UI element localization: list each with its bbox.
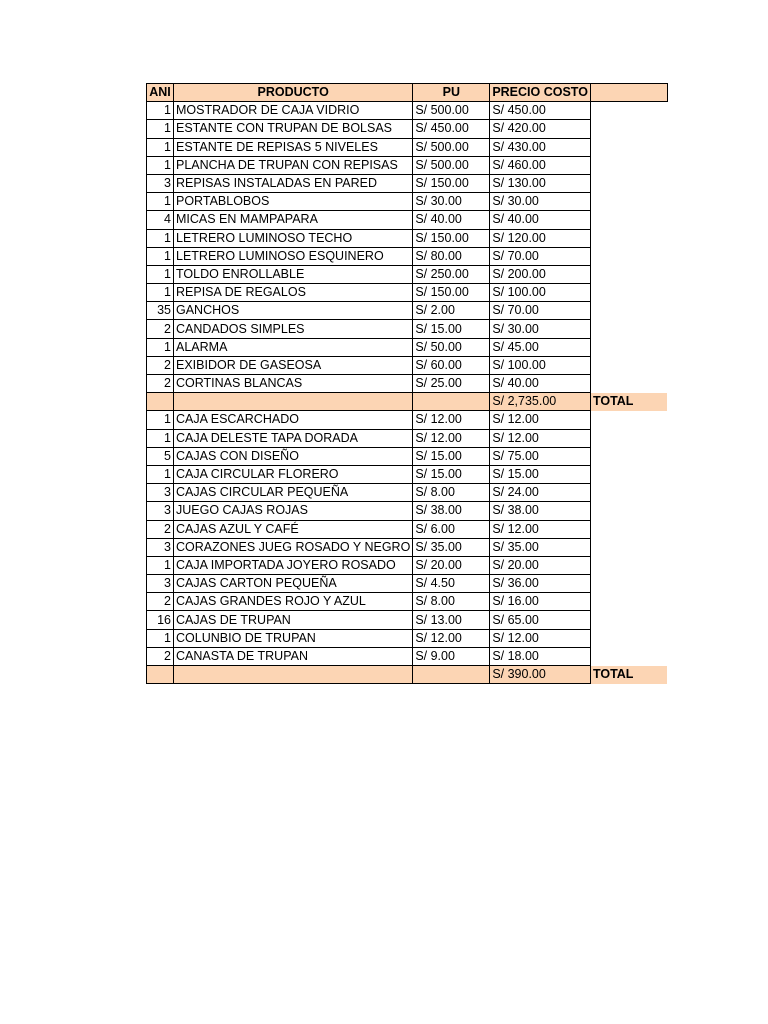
cost-cell: S/ 30.00 [490,320,591,338]
pu-cell: S/ 500.00 [413,102,490,120]
row-spacer [590,247,667,265]
total-empty-cell [174,393,413,411]
qty-cell: 4 [147,211,174,229]
table-row [147,593,668,611]
pu-cell: S/ 15.00 [413,447,490,465]
total-empty-cell [413,666,490,684]
qty-cell: 2 [147,356,174,374]
cost-cell: S/ 120.00 [490,229,591,247]
cost-cell: S/ 40.00 [490,211,591,229]
qty-cell: 2 [147,320,174,338]
row-spacer [590,229,667,247]
inventory-table [146,83,668,684]
header-cost: PRECIO COSTO [490,84,591,102]
qty-cell: 3 [147,174,174,192]
product-cell: GANCHOS [174,302,413,320]
pu-cell: S/ 30.00 [413,193,490,211]
qty-cell: 2 [147,593,174,611]
table-row [147,629,668,647]
product-cell: CANDADOS SIMPLES [174,320,413,338]
product-cell: REPISAS INSTALADAS EN PARED [174,174,413,192]
row-spacer [590,265,667,283]
pu-cell: S/ 500.00 [413,138,490,156]
table-row [147,338,668,356]
table-row [147,265,668,283]
table-row [147,229,668,247]
table-row [147,120,668,138]
cost-cell: S/ 100.00 [490,284,591,302]
product-cell: REPISA DE REGALOS [174,284,413,302]
qty-cell: 1 [147,156,174,174]
cost-cell: S/ 100.00 [490,356,591,374]
pu-cell: S/ 150.00 [413,284,490,302]
total-empty-cell [147,666,174,684]
pu-cell: S/ 8.00 [413,484,490,502]
qty-cell: 1 [147,465,174,483]
product-cell: CAJA ESCARCHADO [174,411,413,429]
row-spacer [590,156,667,174]
product-cell: MICAS EN MAMPAPARA [174,211,413,229]
qty-cell: 2 [147,375,174,393]
product-cell: CAJAS CIRCULAR PEQUEÑA [174,484,413,502]
product-cell: PORTABLOBOS [174,193,413,211]
row-spacer [590,211,667,229]
row-spacer [590,429,667,447]
table-row [147,102,668,120]
qty-cell: 16 [147,611,174,629]
cost-cell: S/ 45.00 [490,338,591,356]
row-spacer [590,102,667,120]
table-body [147,102,668,684]
total-empty-cell [174,666,413,684]
cost-cell: S/ 12.00 [490,411,591,429]
qty-cell: 1 [147,556,174,574]
row-spacer [590,520,667,538]
table-row [147,156,668,174]
product-cell: CAJAS GRANDES ROJO Y AZUL [174,593,413,611]
cost-cell: S/ 36.00 [490,575,591,593]
table-row [147,611,668,629]
product-cell: COLUNBIO DE TRUPAN [174,629,413,647]
product-cell: CAJAS AZUL Y CAFÉ [174,520,413,538]
pu-cell: S/ 15.00 [413,465,490,483]
row-spacer [590,593,667,611]
table-row [147,211,668,229]
row-spacer [590,120,667,138]
pu-cell: S/ 500.00 [413,156,490,174]
total-row [147,666,668,684]
cost-cell: S/ 18.00 [490,647,591,665]
qty-cell: 1 [147,429,174,447]
qty-cell: 2 [147,520,174,538]
product-cell: ESTANTE DE REPISAS 5 NIVELES [174,138,413,156]
row-spacer [590,647,667,665]
header-pu: PU [413,84,490,102]
row-spacer [590,575,667,593]
table-row [147,429,668,447]
cost-cell: S/ 430.00 [490,138,591,156]
qty-cell: 35 [147,302,174,320]
pu-cell: S/ 450.00 [413,120,490,138]
product-cell: CAJA CIRCULAR FLORERO [174,465,413,483]
table-row [147,138,668,156]
qty-cell: 1 [147,102,174,120]
table-row [147,302,668,320]
table-row [147,447,668,465]
cost-cell: S/ 12.00 [490,429,591,447]
total-row [147,393,668,411]
row-spacer [590,538,667,556]
pu-cell: S/ 40.00 [413,211,490,229]
pu-cell: S/ 25.00 [413,375,490,393]
cost-cell: S/ 38.00 [490,502,591,520]
pu-cell: S/ 6.00 [413,520,490,538]
table-row [147,556,668,574]
product-cell: CORTINAS BLANCAS [174,375,413,393]
table-row [147,320,668,338]
qty-cell: 1 [147,411,174,429]
product-cell: CAJA DELESTE TAPA DORADA [174,429,413,447]
pu-cell: S/ 8.00 [413,593,490,611]
table-row [147,647,668,665]
row-spacer [590,447,667,465]
table-row [147,174,668,192]
pu-cell: S/ 60.00 [413,356,490,374]
product-cell: EXIBIDOR DE GASEOSA [174,356,413,374]
product-cell: CORAZONES JUEG ROSADO Y NEGRO [174,538,413,556]
header-row [147,84,668,102]
product-cell: CAJAS CON DISEÑO [174,447,413,465]
row-spacer [590,284,667,302]
pu-cell: S/ 13.00 [413,611,490,629]
row-spacer [590,629,667,647]
row-spacer [590,375,667,393]
cost-cell: S/ 75.00 [490,447,591,465]
cost-cell: S/ 35.00 [490,538,591,556]
qty-cell: 1 [147,265,174,283]
product-cell: PLANCHA DE TRUPAN CON REPISAS [174,156,413,174]
row-spacer [590,356,667,374]
product-cell: ALARMA [174,338,413,356]
qty-cell: 1 [147,247,174,265]
row-spacer [590,502,667,520]
total-cost-cell: S/ 390.00 [490,666,591,684]
qty-cell: 5 [147,447,174,465]
total-empty-cell [413,393,490,411]
product-cell: CANASTA DE TRUPAN [174,647,413,665]
qty-cell: 1 [147,120,174,138]
pu-cell: S/ 20.00 [413,556,490,574]
row-spacer [590,338,667,356]
table-row [147,193,668,211]
qty-cell: 3 [147,575,174,593]
pu-cell: S/ 12.00 [413,429,490,447]
product-cell: JUEGO CAJAS ROJAS [174,502,413,520]
row-spacer [590,320,667,338]
pu-cell: S/ 9.00 [413,647,490,665]
table-row [147,520,668,538]
cost-cell: S/ 16.00 [490,593,591,611]
cost-cell: S/ 30.00 [490,193,591,211]
product-cell: CAJAS DE TRUPAN [174,611,413,629]
cost-cell: S/ 420.00 [490,120,591,138]
table-row [147,465,668,483]
pu-cell: S/ 150.00 [413,174,490,192]
qty-cell: 3 [147,502,174,520]
header-product: PRODUCTO [174,84,413,102]
qty-cell: 1 [147,338,174,356]
total-label: TOTAL [590,393,667,411]
product-cell: MOSTRADOR DE CAJA VIDRIO [174,102,413,120]
qty-cell: 1 [147,193,174,211]
qty-cell: 3 [147,538,174,556]
table-row [147,284,668,302]
qty-cell: 2 [147,647,174,665]
row-spacer [590,138,667,156]
cost-cell: S/ 70.00 [490,302,591,320]
qty-cell: 3 [147,484,174,502]
pu-cell: S/ 150.00 [413,229,490,247]
pu-cell: S/ 250.00 [413,265,490,283]
pu-cell: S/ 4.50 [413,575,490,593]
qty-cell: 1 [147,284,174,302]
cost-cell: S/ 12.00 [490,520,591,538]
qty-cell: 1 [147,629,174,647]
cost-cell: S/ 200.00 [490,265,591,283]
row-spacer [590,302,667,320]
table-row [147,575,668,593]
total-label: TOTAL [590,666,667,684]
pu-cell: S/ 80.00 [413,247,490,265]
cost-cell: S/ 130.00 [490,174,591,192]
product-cell: ESTANTE CON TRUPAN DE BOLSAS [174,120,413,138]
header-spacer [590,84,667,102]
cost-cell: S/ 12.00 [490,629,591,647]
product-cell: TOLDO ENROLLABLE [174,265,413,283]
table-row [147,502,668,520]
cost-cell: S/ 450.00 [490,102,591,120]
pu-cell: S/ 2.00 [413,302,490,320]
table-row [147,411,668,429]
header-qty: ANI [147,84,174,102]
product-cell: LETRERO LUMINOSO ESQUINERO [174,247,413,265]
cost-cell: S/ 65.00 [490,611,591,629]
total-empty-cell [147,393,174,411]
product-cell: LETRERO LUMINOSO TECHO [174,229,413,247]
table-row [147,484,668,502]
cost-cell: S/ 24.00 [490,484,591,502]
pu-cell: S/ 50.00 [413,338,490,356]
row-spacer [590,411,667,429]
pu-cell: S/ 12.00 [413,629,490,647]
pu-cell: S/ 12.00 [413,411,490,429]
row-spacer [590,193,667,211]
product-cell: CAJAS CARTON PEQUEÑA [174,575,413,593]
product-cell: CAJA IMPORTADA JOYERO ROSADO [174,556,413,574]
cost-cell: S/ 460.00 [490,156,591,174]
cost-cell: S/ 20.00 [490,556,591,574]
table-row [147,356,668,374]
cost-cell: S/ 15.00 [490,465,591,483]
qty-cell: 1 [147,229,174,247]
table-row [147,247,668,265]
pu-cell: S/ 38.00 [413,502,490,520]
table-row [147,375,668,393]
row-spacer [590,484,667,502]
pu-cell: S/ 35.00 [413,538,490,556]
pu-cell: S/ 15.00 [413,320,490,338]
table-row [147,538,668,556]
row-spacer [590,556,667,574]
row-spacer [590,465,667,483]
total-cost-cell: S/ 2,735.00 [490,393,591,411]
cost-cell: S/ 70.00 [490,247,591,265]
qty-cell: 1 [147,138,174,156]
cost-cell: S/ 40.00 [490,375,591,393]
row-spacer [590,174,667,192]
row-spacer [590,611,667,629]
